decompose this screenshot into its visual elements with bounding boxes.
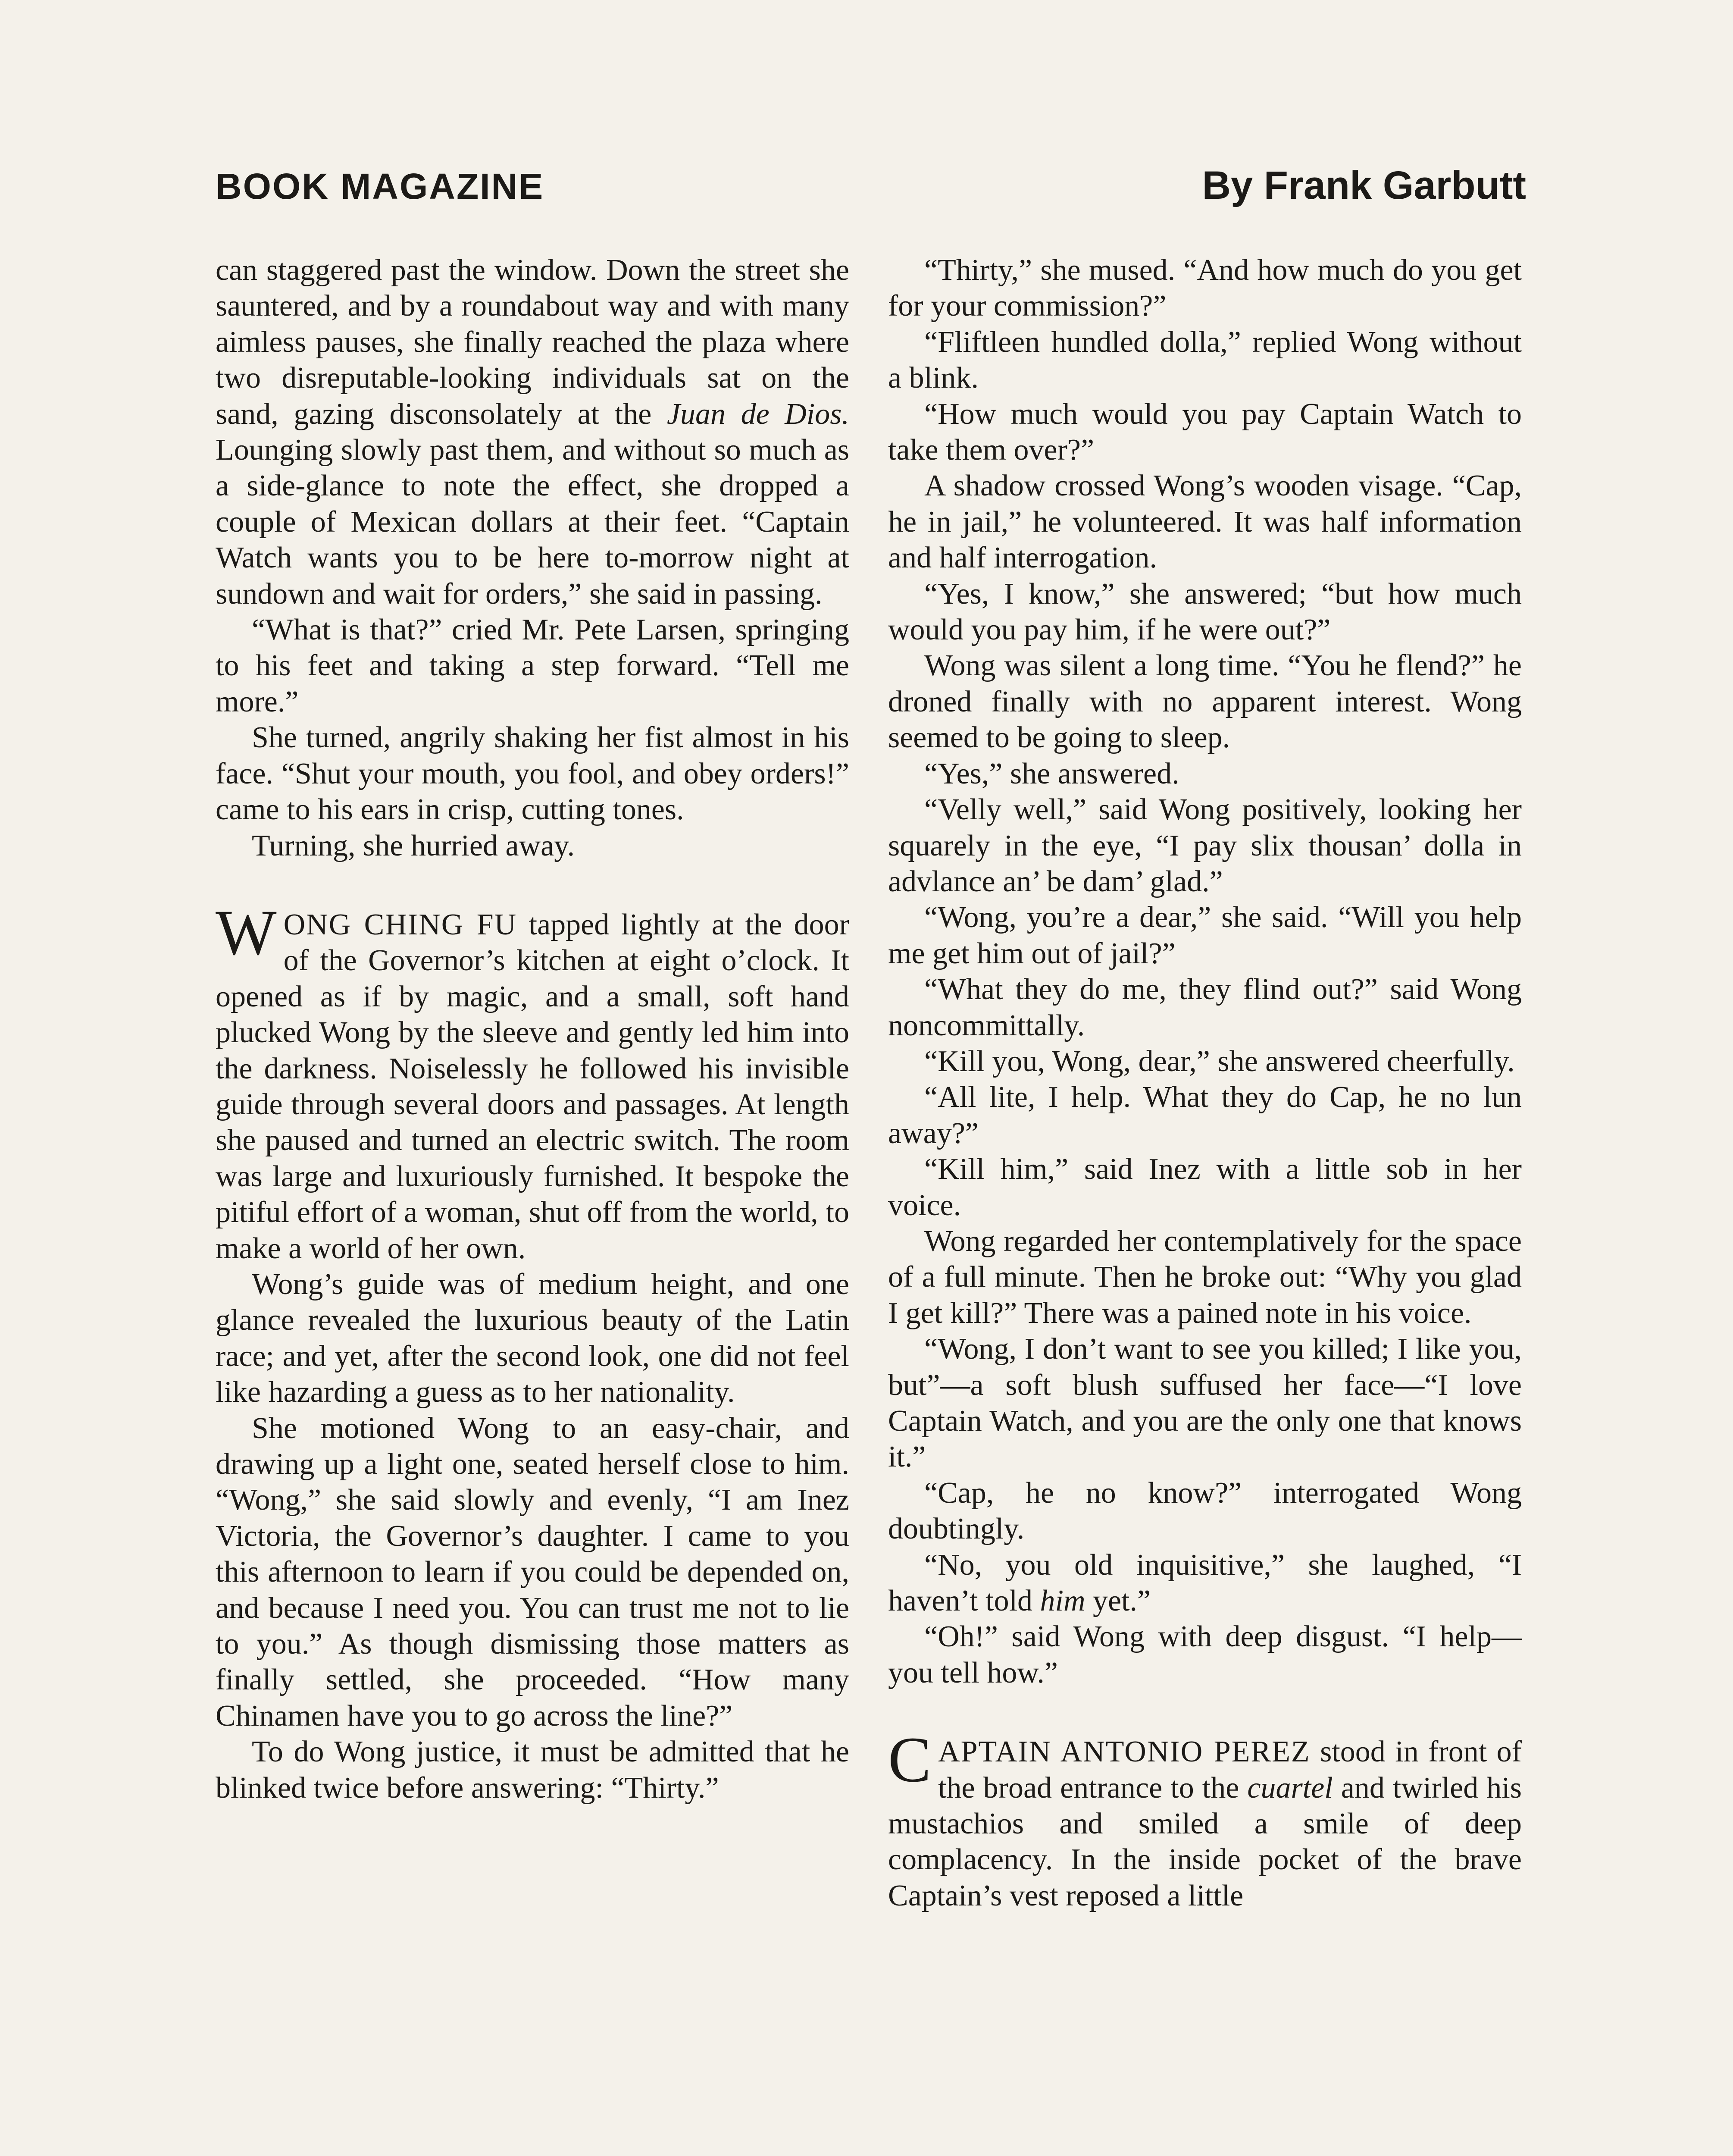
drop-cap: C <box>888 1724 932 1796</box>
paragraph: “Wong, you’re a dear,” she said. “Will you help me get him out of jail?” <box>888 901 1522 970</box>
paragraph: “Yes, I know,” she answered; “but how much would you pay him, if he were out?” <box>888 577 1522 647</box>
left-column <box>216 252 849 1806</box>
paragraph: She motioned Wong to an easy-chair, and drawing up a light one, seated herself close to him. “Wong,” she said slowly and evenly, “I am Inez Victoria, the Governor’s daughter. I came to you this afternoon to learn if you could be depended on, and because I need you. You can trust me not to lie to you.” As though dismissing those matters as finally settled, she proceeded. “How many Chinamen have you to go across the line?” <box>216 1411 849 1733</box>
section-paragraph: CAPTAIN ANTONIO PEREZ stood in front of the broad entrance to the cuartel and twirled his mustachios and smiled a smile of deep complacency. In the inside pocket of the brave Captain’s vest reposed a little <box>888 1724 1522 1912</box>
paragraph: “All lite, I help. What they do Cap, he no lun away?” <box>888 1081 1522 1150</box>
paragraph: “Wong, I don’t want to see you killed; I like you, but”—a soft blush suffused her face—“I love Captain Watch, and you are the only one that knows it.” <box>888 1332 1522 1474</box>
paragraph: “No, you old inquisitive,” she laughed, “I haven’t told him yet.” <box>888 1548 1522 1618</box>
paragraph: “Thirty,” she mused. “And how much do you get for your commission?” <box>888 254 1522 323</box>
paragraph: A shadow crossed Wong’s wooden visage. “Cap, he in jail,” he volunteered. It was half information and half interrogation. <box>888 469 1522 575</box>
magazine-title: BOOK MAGAZINE <box>216 166 544 207</box>
paragraph: To do Wong justice, it must be admitted that he blinked twice before answering: “Thirty.” <box>216 1735 849 1805</box>
paragraph: “Oh!” said Wong with deep disgust. “I help—you tell how.” <box>888 1620 1522 1689</box>
section-paragraph: WONG CHING FU tapped lightly at the door of the Governor’s kitchen at eight o’clock. It opened as if by magic, and a small, soft hand plucked Wong by the sleeve and gently led him into the darkness. Noiselessly he followed his invisible guide through several doors and passages. At length she paused and turned an electric switch. The room was large and luxuriously furnished. It bespoke the pitiful effort of a woman, shut off from the world, to make a world of her own. <box>216 896 849 1265</box>
paragraph: “Cap, he no know?” interrogated Wong doubtingly. <box>888 1476 1522 1546</box>
paragraph: “Kill you, Wong, dear,” she answered cheerfully. <box>924 1044 1515 1078</box>
paragraph: Turning, she hurried away. <box>252 829 575 862</box>
paragraph: “What they do me, they flind out?” said Wong noncommittally. <box>888 973 1522 1042</box>
drop-cap: W <box>216 896 277 968</box>
right-column <box>888 252 1522 1914</box>
paragraph: Wong was silent a long time. “You he flend?” he droned finally with no apparent interest. Wong seemed to be going to sleep. <box>888 649 1522 755</box>
paragraph: “Fliftleen hundled dolla,” replied Wong without a blink. <box>888 325 1522 395</box>
paragraph: “What is that?” cried Mr. Pete Larsen, springing to his feet and taking a step forward. “Tell me more.” <box>216 613 849 718</box>
running-header <box>216 163 1526 208</box>
author-byline: By Frank Garbutt <box>1202 163 1526 207</box>
paragraph: Wong’s guide was of medium height, and one glance revealed the luxurious beauty of the Latin race; and yet, after the second look, one did not feel like hazarding a guess as to her nationality. <box>216 1267 849 1409</box>
paragraph: “Velly well,” said Wong positively, looking her squarely in the eye, “I pay slix thousan’ dolla in advlance an’ be dam’ glad.” <box>888 793 1522 898</box>
paragraph: “Yes,” she answered. <box>924 757 1179 790</box>
paragraph: can staggered past the window. Down the street she sauntered, and by a roundabout way and with many aimless pauses, she finally reached the plaza where two disreputable-looking individuals sat on the sand, gazing disconsolately at the Juan de Dios. Lounging slowly past them, and without so much as a side-glance to note the effect, she dropped a couple of Mexican dollars at their feet. “Captain Watch wants you to be here to-morrow night at sundown and wait for orders,” she said in passing. <box>216 254 849 611</box>
paragraph: “How much would you pay Captain Watch to take them over?” <box>888 397 1522 467</box>
paragraph: Wong regarded her contemplatively for the space of a full minute. Then he broke out: “Why you glad I get kill?” There was a pained note in his voice. <box>888 1224 1522 1330</box>
paragraph: “Kill him,” said Inez with a little sob in her voice. <box>888 1153 1522 1222</box>
paragraph: She turned, angrily shaking her fist almost in his face. “Shut your mouth, you fool, and obey orders!” came to his ears in crisp, cutting tones. <box>216 721 849 827</box>
